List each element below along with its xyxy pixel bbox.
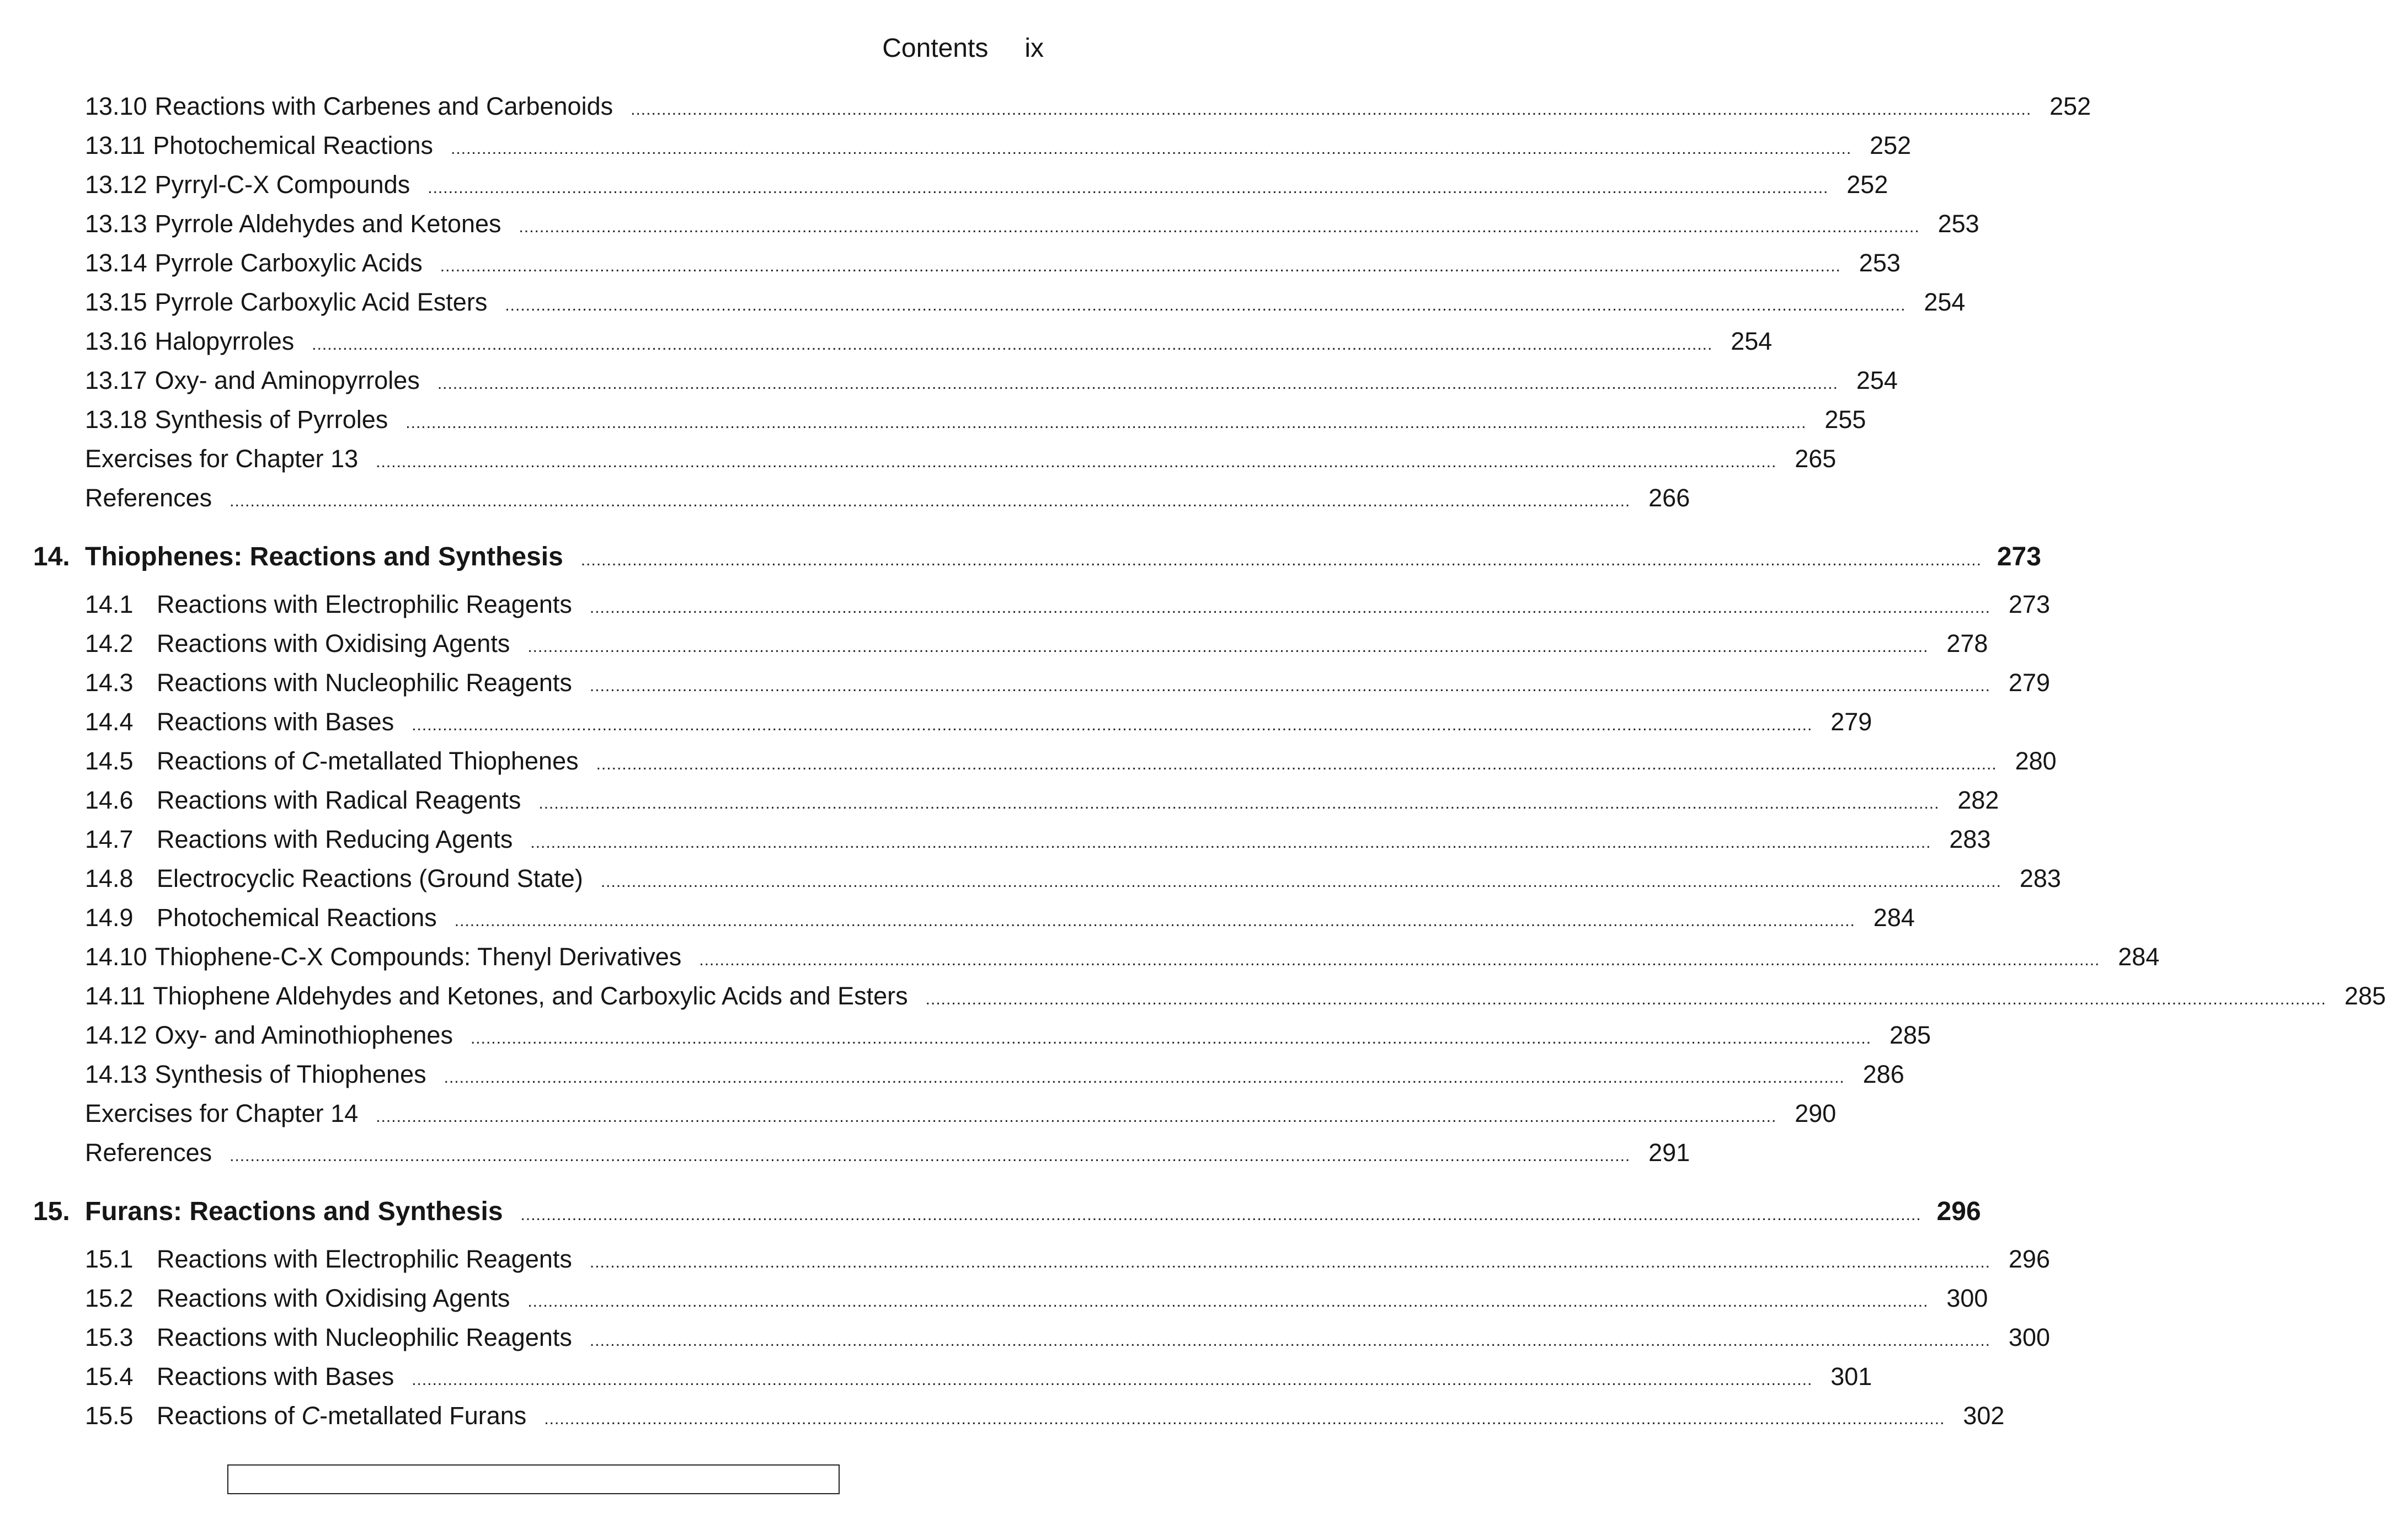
toc-entry[interactable] <box>85 744 2057 778</box>
dot-leader: ................................................................................................................................................................................................................................................................................ <box>444 1068 1845 1087</box>
page-number: 254 <box>1924 288 1966 316</box>
toc-entry[interactable] <box>85 587 2050 622</box>
section-number: 15.4 <box>85 1362 134 1391</box>
toc-entry[interactable] <box>85 940 2160 974</box>
toc-entry[interactable] <box>85 129 1912 163</box>
toc-entry[interactable] <box>85 705 1872 739</box>
section-number: 15.1 <box>85 1245 134 1273</box>
page-number: 273 <box>2008 590 2050 618</box>
entry-title: Oxy- and Aminothiophenes <box>154 1021 453 1049</box>
page-number: 280 <box>2015 747 2057 775</box>
entry-title: Reactions with Oxidising Agents <box>157 1284 510 1312</box>
section-number: 14.5 <box>85 747 134 775</box>
toc-entry[interactable] <box>85 862 2061 896</box>
entry-title: Furans: Reactions and Synthesis <box>85 1197 503 1226</box>
entry-title: Reactions with Carbenes and Carbenoids <box>154 92 613 120</box>
entry-title: Exercises for Chapter 14 <box>85 1099 359 1127</box>
page-number: 284 <box>1873 903 1915 932</box>
dot-leader: ................................................................................................................................................................................................................................................................................ <box>589 1253 1990 1271</box>
page-number: 283 <box>2019 864 2061 892</box>
toc-entry[interactable] <box>85 666 2051 700</box>
section-number: 14.7 <box>85 825 134 853</box>
dot-leader: ................................................................................................................................................................................................................................................................................ <box>505 296 1906 314</box>
section-number: 14.12 <box>85 1021 147 1049</box>
toc-entry[interactable] <box>85 442 1837 476</box>
entry-title: References <box>85 1138 212 1167</box>
page-number: 252 <box>1870 131 1912 159</box>
toc-entry[interactable] <box>85 1136 1690 1170</box>
dot-leader: ................................................................................................................................................................................................................................................................................ <box>470 1029 1872 1047</box>
section-number: 14.9 <box>85 903 134 932</box>
dot-leader: ................................................................................................................................................................................................................................................................................ <box>519 218 1920 236</box>
entry-title: Electrocyclic Reactions (Ground State) <box>157 864 583 892</box>
dot-leader: ................................................................................................................................................................................................................................................................................ <box>631 100 2032 119</box>
entry-title: Thiophene-C-X Compounds: Thenyl Derivatives <box>154 943 682 971</box>
entry-title: Reactions with Bases <box>157 1362 394 1391</box>
dot-leader: ................................................................................................................................................................................................................................................................................ <box>312 335 1713 354</box>
section-number: 14.6 <box>85 786 134 814</box>
page-number: 301 <box>1830 1362 1872 1391</box>
entry-title: Reactions with Nucleophilic Reagents <box>157 1323 572 1351</box>
page-number: 278 <box>1946 629 1988 657</box>
entry-title-part: C <box>301 1402 320 1430</box>
entry-title-part: -metallated Furans <box>319 1402 527 1430</box>
dot-leader: ................................................................................................................................................................................................................................................................................ <box>530 833 1931 852</box>
section-number: 14.1 <box>85 590 134 618</box>
toc-entry[interactable] <box>85 246 1901 280</box>
toc-entry[interactable] <box>85 1242 2050 1276</box>
entry-title-part: C <box>301 747 320 775</box>
header-section-title: Contents <box>882 34 989 63</box>
entry-title-part: Reactions of <box>157 1402 302 1430</box>
dot-leader: ................................................................................................................................................................................................................................................................................ <box>376 453 1777 471</box>
entry-title: References <box>85 484 212 512</box>
section-number: 15.3 <box>85 1323 134 1351</box>
page-number: 284 <box>2118 943 2160 971</box>
toc-entry[interactable] <box>85 1281 1988 1316</box>
toc-entry[interactable] <box>85 207 1979 241</box>
dot-leader: ................................................................................................................................................................................................................................................................................ <box>440 257 1841 275</box>
section-number: 14.10 <box>85 943 147 971</box>
page-number: 302 <box>1963 1402 2005 1430</box>
toc-chapter-entry[interactable] <box>33 1195 1981 1229</box>
page-number: 300 <box>2008 1323 2051 1351</box>
entry-title: Reactions with Electrophilic Reagents <box>157 590 572 618</box>
page-number: 279 <box>1830 708 1872 736</box>
entry-title: Halopyrroles <box>154 327 295 355</box>
entry-title <box>157 744 579 778</box>
dot-leader: ................................................................................................................................................................................................................................................................................ <box>405 414 1807 432</box>
entry-title: Thiophene Aldehydes and Ketones, and Carboxylic Acids and Esters <box>153 982 908 1010</box>
page-number: 279 <box>2008 669 2051 697</box>
dot-leader: ................................................................................................................................................................................................................................................................................ <box>544 1410 1945 1428</box>
entry-title: Synthesis of Thiophenes <box>154 1060 426 1088</box>
page-number: 273 <box>1997 542 2041 571</box>
toc-entry[interactable] <box>85 627 1988 661</box>
toc-entry[interactable] <box>85 363 1898 398</box>
toc-entry[interactable] <box>85 1097 1837 1131</box>
toc-entry[interactable] <box>85 1360 1872 1394</box>
page-number: 253 <box>1937 210 1979 238</box>
section-number: 14.2 <box>85 629 134 657</box>
toc-entry[interactable] <box>85 1018 1931 1052</box>
toc-entry[interactable] <box>85 324 1773 359</box>
toc-entry[interactable] <box>85 285 1966 319</box>
section-number: 13.14 <box>85 249 147 277</box>
toc-entry[interactable] <box>85 403 1866 437</box>
section-number: 13.17 <box>85 366 147 394</box>
entry-title: Reactions with Radical Reagents <box>157 786 521 814</box>
chapter-number: 14. <box>33 542 70 571</box>
page-number: 265 <box>1795 445 1837 473</box>
entry-title: Reactions with Electrophilic Reagents <box>157 1245 572 1273</box>
toc-entry[interactable] <box>85 901 1915 935</box>
entry-title: Reactions with Bases <box>157 708 394 736</box>
toc-entry[interactable] <box>85 168 1888 202</box>
entry-title: Reactions with Reducing Agents <box>157 825 513 853</box>
toc-entry[interactable] <box>85 1320 2051 1355</box>
page-number: 254 <box>1856 366 1898 394</box>
entry-title: Pyrrole Carboxylic Acid Esters <box>154 288 488 316</box>
section-number: 13.15 <box>85 288 147 316</box>
dot-leader: ................................................................................................................................................................................................................................................................................ <box>589 677 1991 695</box>
page-number: 266 <box>1648 484 1690 512</box>
section-number: 13.16 <box>85 327 147 355</box>
page-number: 252 <box>2049 92 2091 120</box>
section-number: 13.12 <box>85 170 147 199</box>
chapter-number: 15. <box>33 1197 70 1226</box>
dot-leader: ................................................................................................................................................................................................................................................................................ <box>520 1206 1921 1224</box>
entry-title: Photochemical Reactions <box>153 131 434 159</box>
dot-leader: ................................................................................................................................................................................................................................................................................ <box>229 492 1631 510</box>
page-number: 253 <box>1859 249 1901 277</box>
entry-title: Oxy- and Aminopyrroles <box>154 366 420 394</box>
toc-entry[interactable] <box>85 481 1690 515</box>
page-number: 286 <box>1862 1060 1904 1088</box>
dot-leader: ................................................................................................................................................................................................................................................................................ <box>538 794 1940 812</box>
toc-entry[interactable] <box>85 1057 1904 1092</box>
page-number: 255 <box>1824 405 1866 434</box>
dot-leader: ................................................................................................................................................................................................................................................................................ <box>527 638 1929 656</box>
entry-title: Pyrrole Carboxylic Acids <box>154 249 423 277</box>
section-number: 14.3 <box>85 669 134 697</box>
page-number: 296 <box>1936 1197 1981 1226</box>
dot-leader: ................................................................................................................................................................................................................................................................................ <box>589 598 1990 617</box>
dot-leader: ................................................................................................................................................................................................................................................................................ <box>527 1292 1929 1311</box>
toc-entry[interactable] <box>85 89 2091 124</box>
dot-leader: ................................................................................................................................................................................................................................................................................ <box>596 755 1997 773</box>
page-number: 300 <box>1946 1284 1988 1312</box>
dot-leader: ................................................................................................................................................................................................................................................................................ <box>412 716 1813 734</box>
entry-title-part: Reactions of <box>157 747 302 775</box>
entry-title: Photochemical Reactions <box>157 903 437 932</box>
toc-entry[interactable] <box>85 783 1999 817</box>
page-number: 285 <box>1889 1021 1931 1049</box>
section-number: 15.5 <box>85 1402 134 1430</box>
section-number: 14.8 <box>85 864 134 892</box>
page-number: 296 <box>2008 1245 2050 1273</box>
entry-title: Reactions with Oxidising Agents <box>157 629 510 657</box>
dot-leader: ................................................................................................................................................................................................................................................................................ <box>454 912 1855 930</box>
entry-title-part: -metallated Thiophenes <box>319 747 579 775</box>
entry-title: Thiophenes: Reactions and Synthesis <box>85 542 563 571</box>
entry-title <box>157 1399 526 1433</box>
page-number: 290 <box>1795 1099 1837 1127</box>
section-number: 13.11 <box>85 131 146 159</box>
header-page-number: ix <box>1024 34 1044 63</box>
entry-title: Exercises for Chapter 13 <box>85 445 359 473</box>
dot-leader: ................................................................................................................................................................................................................................................................................ <box>451 140 1852 158</box>
dot-leader: ................................................................................................................................................................................................................................................................................ <box>428 179 1829 197</box>
page-number: 254 <box>1731 327 1773 355</box>
section-number: 14.13 <box>85 1060 147 1088</box>
page-number: 282 <box>1957 786 1999 814</box>
section-number: 14.11 <box>85 982 146 1010</box>
page-number: 283 <box>1949 825 1991 853</box>
toc-chapter-entry[interactable] <box>33 540 2041 574</box>
entry-title: Reactions with Nucleophilic Reagents <box>157 669 572 697</box>
footer-box <box>227 1464 840 1494</box>
page-number: 252 <box>1846 170 1888 199</box>
dot-leader: ................................................................................................................................................................................................................................................................................ <box>699 951 2100 969</box>
entry-title: Pyrryl-C-X Compounds <box>154 170 410 199</box>
dot-leader: ................................................................................................................................................................................................................................................................................ <box>437 375 1838 393</box>
page-number: 285 <box>2344 982 2386 1010</box>
section-number: 13.10 <box>85 92 147 120</box>
dot-leader: ................................................................................................................................................................................................................................................................................ <box>925 990 2326 1008</box>
toc-entry[interactable] <box>85 979 2386 1013</box>
section-number: 15.2 <box>85 1284 134 1312</box>
dot-leader: ................................................................................................................................................................................................................................................................................ <box>229 1147 1631 1165</box>
entry-title: Pyrrole Aldehydes and Ketones <box>154 210 501 238</box>
running-header <box>882 32 1044 65</box>
dot-leader: ................................................................................................................................................................................................................................................................................ <box>376 1108 1777 1126</box>
entry-title: Synthesis of Pyrroles <box>154 405 388 434</box>
dot-leader: ................................................................................................................................................................................................................................................................................ <box>600 873 2001 891</box>
toc-entry[interactable] <box>85 822 1991 857</box>
page-number: 291 <box>1648 1138 1690 1167</box>
dot-leader: ................................................................................................................................................................................................................................................................................ <box>412 1371 1813 1389</box>
section-number: 13.13 <box>85 210 147 238</box>
toc-entry[interactable] <box>85 1399 2005 1433</box>
dot-leader: ................................................................................................................................................................................................................................................................................ <box>589 1332 1991 1350</box>
section-number: 14.4 <box>85 708 134 736</box>
section-number: 13.18 <box>85 405 147 434</box>
dot-leader: ................................................................................................................................................................................................................................................................................ <box>580 551 1982 569</box>
